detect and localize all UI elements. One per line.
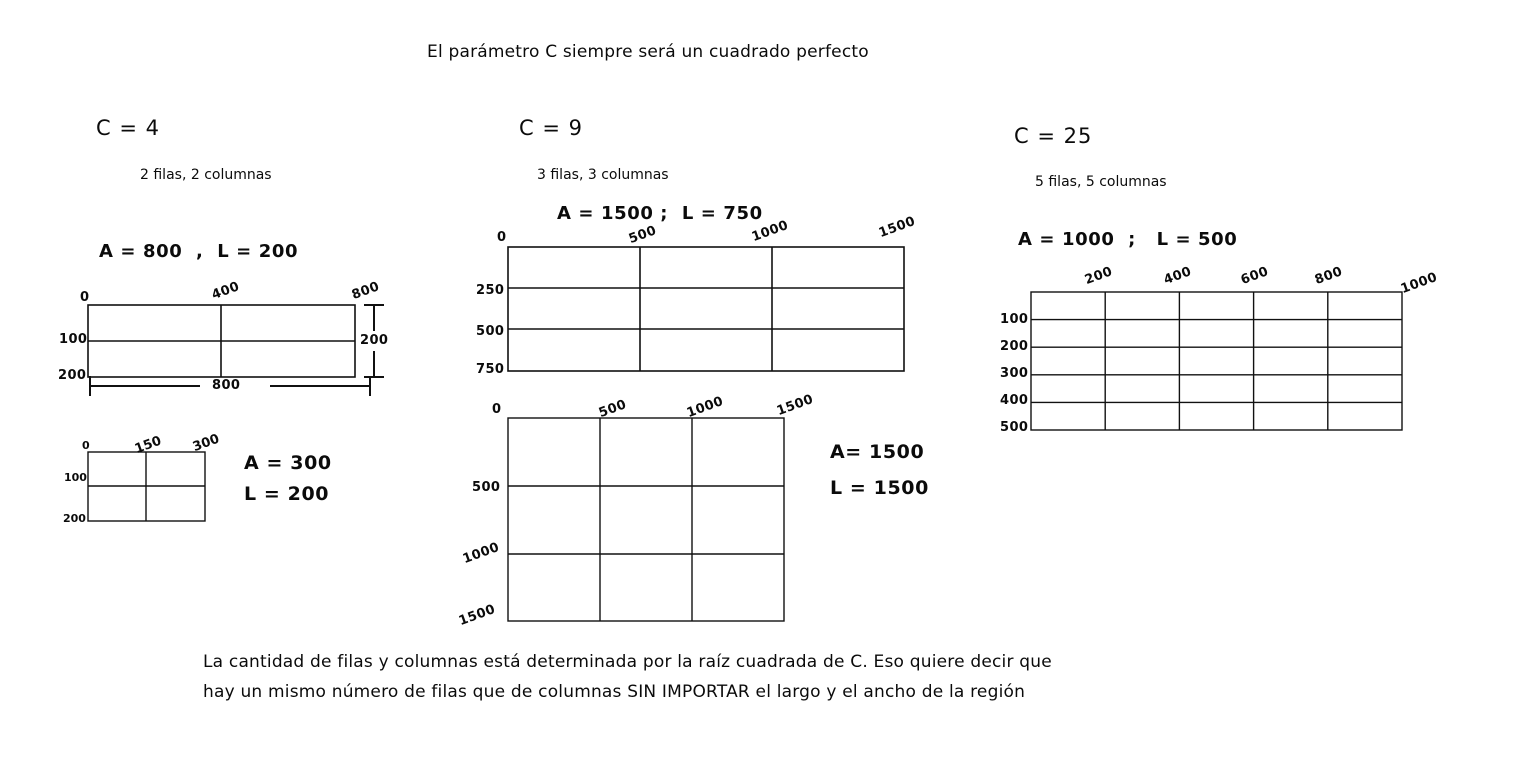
example-2-grid-1-xtick-1: 500 bbox=[626, 223, 659, 247]
example-2-grid-2-ytick-1: 500 bbox=[472, 480, 501, 495]
example-2-grid-2-length: L = 1500 bbox=[830, 477, 929, 499]
example-3-grid-1 bbox=[1031, 292, 1406, 432]
footer-line-1: La cantidad de filas y columnas está determinada por la raíz cuadrada de C. Eso quiere decir que bbox=[203, 652, 1052, 672]
example-2-grid-1-dims: A = 1500 ; L = 750 bbox=[557, 203, 763, 224]
example-1-grid-1-dims: A = 800 , L = 200 bbox=[99, 241, 299, 262]
example-3-grid-1-xtick-1: 400 bbox=[1161, 264, 1194, 288]
example-1-grid-2-xtick-1: 150 bbox=[132, 433, 164, 457]
example-2-subtitle: 3 filas, 3 columnas bbox=[537, 167, 669, 183]
example-2-grid-2-area: A= 1500 bbox=[830, 441, 925, 463]
example-2-key: C = 9 bbox=[519, 116, 583, 140]
example-3-grid-1-ytick-3: 400 bbox=[1000, 393, 1029, 408]
example-2-grid-1-xtick-0: 0 bbox=[497, 230, 507, 245]
example-1-grid-2-ytick-2: 200 bbox=[63, 512, 86, 525]
example-2-grid-2-xtick-2: 1000 bbox=[684, 393, 726, 421]
example-1-grid-1 bbox=[88, 305, 358, 380]
example-2-grid-2-ytick-3: 1500 bbox=[456, 601, 498, 629]
example-1-subtitle: 2 filas, 2 columnas bbox=[140, 167, 272, 183]
example-1-grid-2-area: A = 300 bbox=[244, 452, 332, 474]
example-2-grid-2-xtick-3: 1500 bbox=[774, 391, 816, 419]
example-3-grid-1-xtick-4: 1000 bbox=[1398, 269, 1440, 297]
example-1-grid-2 bbox=[88, 452, 208, 524]
example-1-grid-1-ytick-2: 200 bbox=[58, 368, 87, 383]
example-2-grid-1-xtick-3: 1500 bbox=[876, 213, 918, 241]
example-2-grid-1-ytick-1: 250 bbox=[476, 283, 505, 298]
example-3-grid-1-xtick-2: 600 bbox=[1238, 264, 1271, 288]
example-1-grid-1-xtick-2: 800 bbox=[349, 279, 382, 303]
example-1-grid-1-xtick-1: 400 bbox=[209, 279, 242, 303]
example-2-grid-2-ytick-2: 1000 bbox=[460, 539, 502, 567]
example-2-grid-1-ytick-2: 500 bbox=[476, 324, 505, 339]
example-3-grid-1-ytick-2: 300 bbox=[1000, 366, 1029, 381]
example-1-grid-2-xtick-0: 0 bbox=[82, 439, 90, 452]
example-3-subtitle: 5 filas, 5 columnas bbox=[1035, 174, 1167, 190]
example-3-grid-1-ytick-1: 200 bbox=[1000, 339, 1029, 354]
example-2-grid-1 bbox=[508, 247, 908, 373]
example-2-grid-2-xtick-0: 0 bbox=[492, 402, 502, 417]
example-1-grid-2-ytick-1: 100 bbox=[64, 471, 87, 484]
example-1-key: C = 4 bbox=[96, 116, 160, 140]
footer-line-2: hay un mismo número de filas que de columnas SIN IMPORTAR el largo y el ancho de la región bbox=[203, 682, 1026, 702]
example-3-grid-1-xtick-0: 200 bbox=[1082, 264, 1115, 288]
example-3-key: C = 25 bbox=[1014, 124, 1093, 148]
example-2-grid-1-ytick-3: 750 bbox=[476, 362, 505, 377]
example-2-grid-1-xtick-2: 1000 bbox=[749, 217, 791, 245]
example-1-height-label: 200 bbox=[360, 333, 389, 348]
example-2-grid-2 bbox=[508, 418, 788, 623]
example-3-grid-1-ytick-0: 100 bbox=[1000, 312, 1029, 327]
page-title: El parámetro C siempre será un cuadrado perfecto bbox=[427, 42, 869, 62]
example-1-width-label: 800 bbox=[212, 378, 241, 393]
example-1-grid-2-length: L = 200 bbox=[244, 483, 330, 505]
example-3-grid-1-ytick-4: 500 bbox=[1000, 420, 1029, 435]
example-1-grid-2-xtick-2: 300 bbox=[190, 431, 222, 455]
example-3-grid-1-xtick-3: 800 bbox=[1312, 264, 1345, 288]
example-1-grid-1-xtick-0: 0 bbox=[80, 290, 90, 305]
example-3-grid-1-dims: A = 1000 ; L = 500 bbox=[1018, 229, 1238, 250]
example-1-grid-1-ytick-1: 100 bbox=[59, 332, 88, 347]
example-2-grid-2-xtick-1: 500 bbox=[596, 397, 629, 421]
